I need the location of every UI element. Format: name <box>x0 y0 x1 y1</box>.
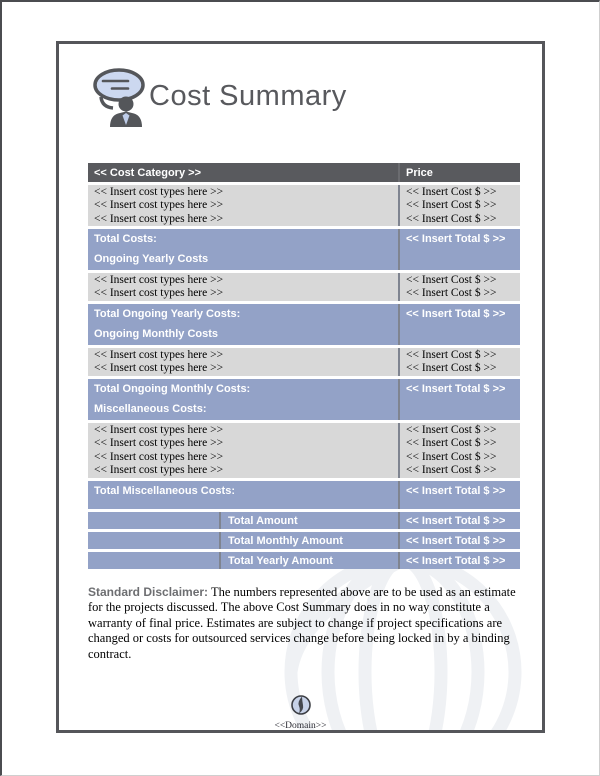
section-label: Ongoing Monthly Costs <box>94 328 219 340</box>
summary-label: Total Monthly Amount <box>221 532 398 549</box>
total-value-placeholder: << Insert Total $ >> <box>400 532 520 549</box>
cost-summary-table <box>88 163 520 572</box>
cost-value-placeholder: << Insert Cost $ >> <box>406 199 497 212</box>
page-title: Cost Summary <box>149 80 347 112</box>
total-value-placeholder: << Insert Total $ >> <box>400 379 520 420</box>
total-label: Total Costs: <box>94 233 157 245</box>
total-miscellaneous-row <box>88 481 520 509</box>
cost-value-placeholder: << Insert Cost $ >> <box>406 212 497 225</box>
standard-disclaimer <box>88 585 522 663</box>
cost-type-placeholder: << Insert cost types here >> <box>94 437 224 450</box>
page <box>56 41 545 733</box>
total-monthly-amount-row <box>88 532 520 549</box>
cost-type-placeholder: << Insert cost types here >> <box>94 424 224 436</box>
cost-value-placeholder: << Insert Cost $ >> <box>406 450 497 463</box>
cost-value-placeholder: << Insert Cost $ >> <box>406 424 497 436</box>
cost-items-group <box>88 273 520 301</box>
cost-type-placeholder: << Insert cost types here >> <box>94 186 224 198</box>
cost-type-placeholder: << Insert cost types here >> <box>94 362 224 375</box>
cost-type-placeholder: << Insert cost types here >> <box>94 199 224 212</box>
cost-value-placeholder: << Insert Cost $ >> <box>406 274 497 286</box>
cost-value-placeholder: << Insert Cost $ >> <box>406 362 497 375</box>
cost-type-placeholder: << Insert cost types here >> <box>94 450 224 463</box>
domain-placeholder: <<Domain>> <box>274 721 327 731</box>
cost-value-placeholder: << Insert Cost $ >> <box>406 464 497 477</box>
cost-type-placeholder: << Insert cost types here >> <box>94 274 224 286</box>
total-yearly-amount-row <box>88 552 520 569</box>
total-ongoing-yearly-row <box>88 304 520 345</box>
total-value-placeholder: << Insert Total $ >> <box>400 512 520 529</box>
total-value-placeholder: << Insert Total $ >> <box>400 229 520 270</box>
cost-items-group <box>88 185 520 226</box>
total-value-placeholder: << Insert Total $ >> <box>400 304 520 345</box>
disclaimer-label: Standard Disclaimer: <box>88 584 209 599</box>
header-price: Price <box>400 163 520 182</box>
cost-type-placeholder: << Insert cost types here >> <box>94 287 224 300</box>
cost-value-placeholder: << Insert Cost $ >> <box>406 287 497 300</box>
cost-value-placeholder: << Insert Cost $ >> <box>406 437 497 450</box>
empty-cell <box>88 552 219 569</box>
total-costs-row <box>88 229 520 270</box>
empty-cell <box>88 512 219 529</box>
summary-label: Total Amount <box>221 512 398 529</box>
summary-label: Total Yearly Amount <box>221 552 398 569</box>
table-header-row <box>88 163 520 182</box>
total-amount-row <box>88 512 520 529</box>
domain-logo-icon <box>290 694 312 716</box>
cost-type-placeholder: << Insert cost types here >> <box>94 212 224 225</box>
cost-items-group <box>88 423 520 478</box>
cost-summary-logo-icon <box>89 68 153 130</box>
total-label: Total Ongoing Yearly Costs: <box>94 308 241 320</box>
cost-type-placeholder: << Insert cost types here >> <box>94 349 224 361</box>
cost-value-placeholder: << Insert Cost $ >> <box>406 186 497 198</box>
cost-type-placeholder: << Insert cost types here >> <box>94 464 224 477</box>
header-cost-category: << Cost Category >> <box>88 163 398 182</box>
total-label: Total Miscellaneous Costs: <box>94 485 235 497</box>
total-value-placeholder: << Insert Total $ >> <box>400 552 520 569</box>
empty-cell <box>88 532 219 549</box>
cost-value-placeholder: << Insert Cost $ >> <box>406 349 497 361</box>
cost-items-group <box>88 348 520 376</box>
section-label: Ongoing Yearly Costs <box>94 253 209 265</box>
disclaimer-body: The numbers represented above are to be used as an estimate for the projects discussed. The above Cost Summary does in no way constitute a warranty of final price. Estimates are subject to change if project specifications are changed or costs for outsourced services change before being locked in by a binding contract. <box>88 584 516 661</box>
total-ongoing-monthly-row <box>88 379 520 420</box>
total-label: Total Ongoing Monthly Costs: <box>94 383 251 395</box>
total-value-placeholder: << Insert Total $ >> <box>400 481 520 509</box>
section-label: Miscellaneous Costs: <box>94 403 207 415</box>
page-footer <box>59 694 542 731</box>
